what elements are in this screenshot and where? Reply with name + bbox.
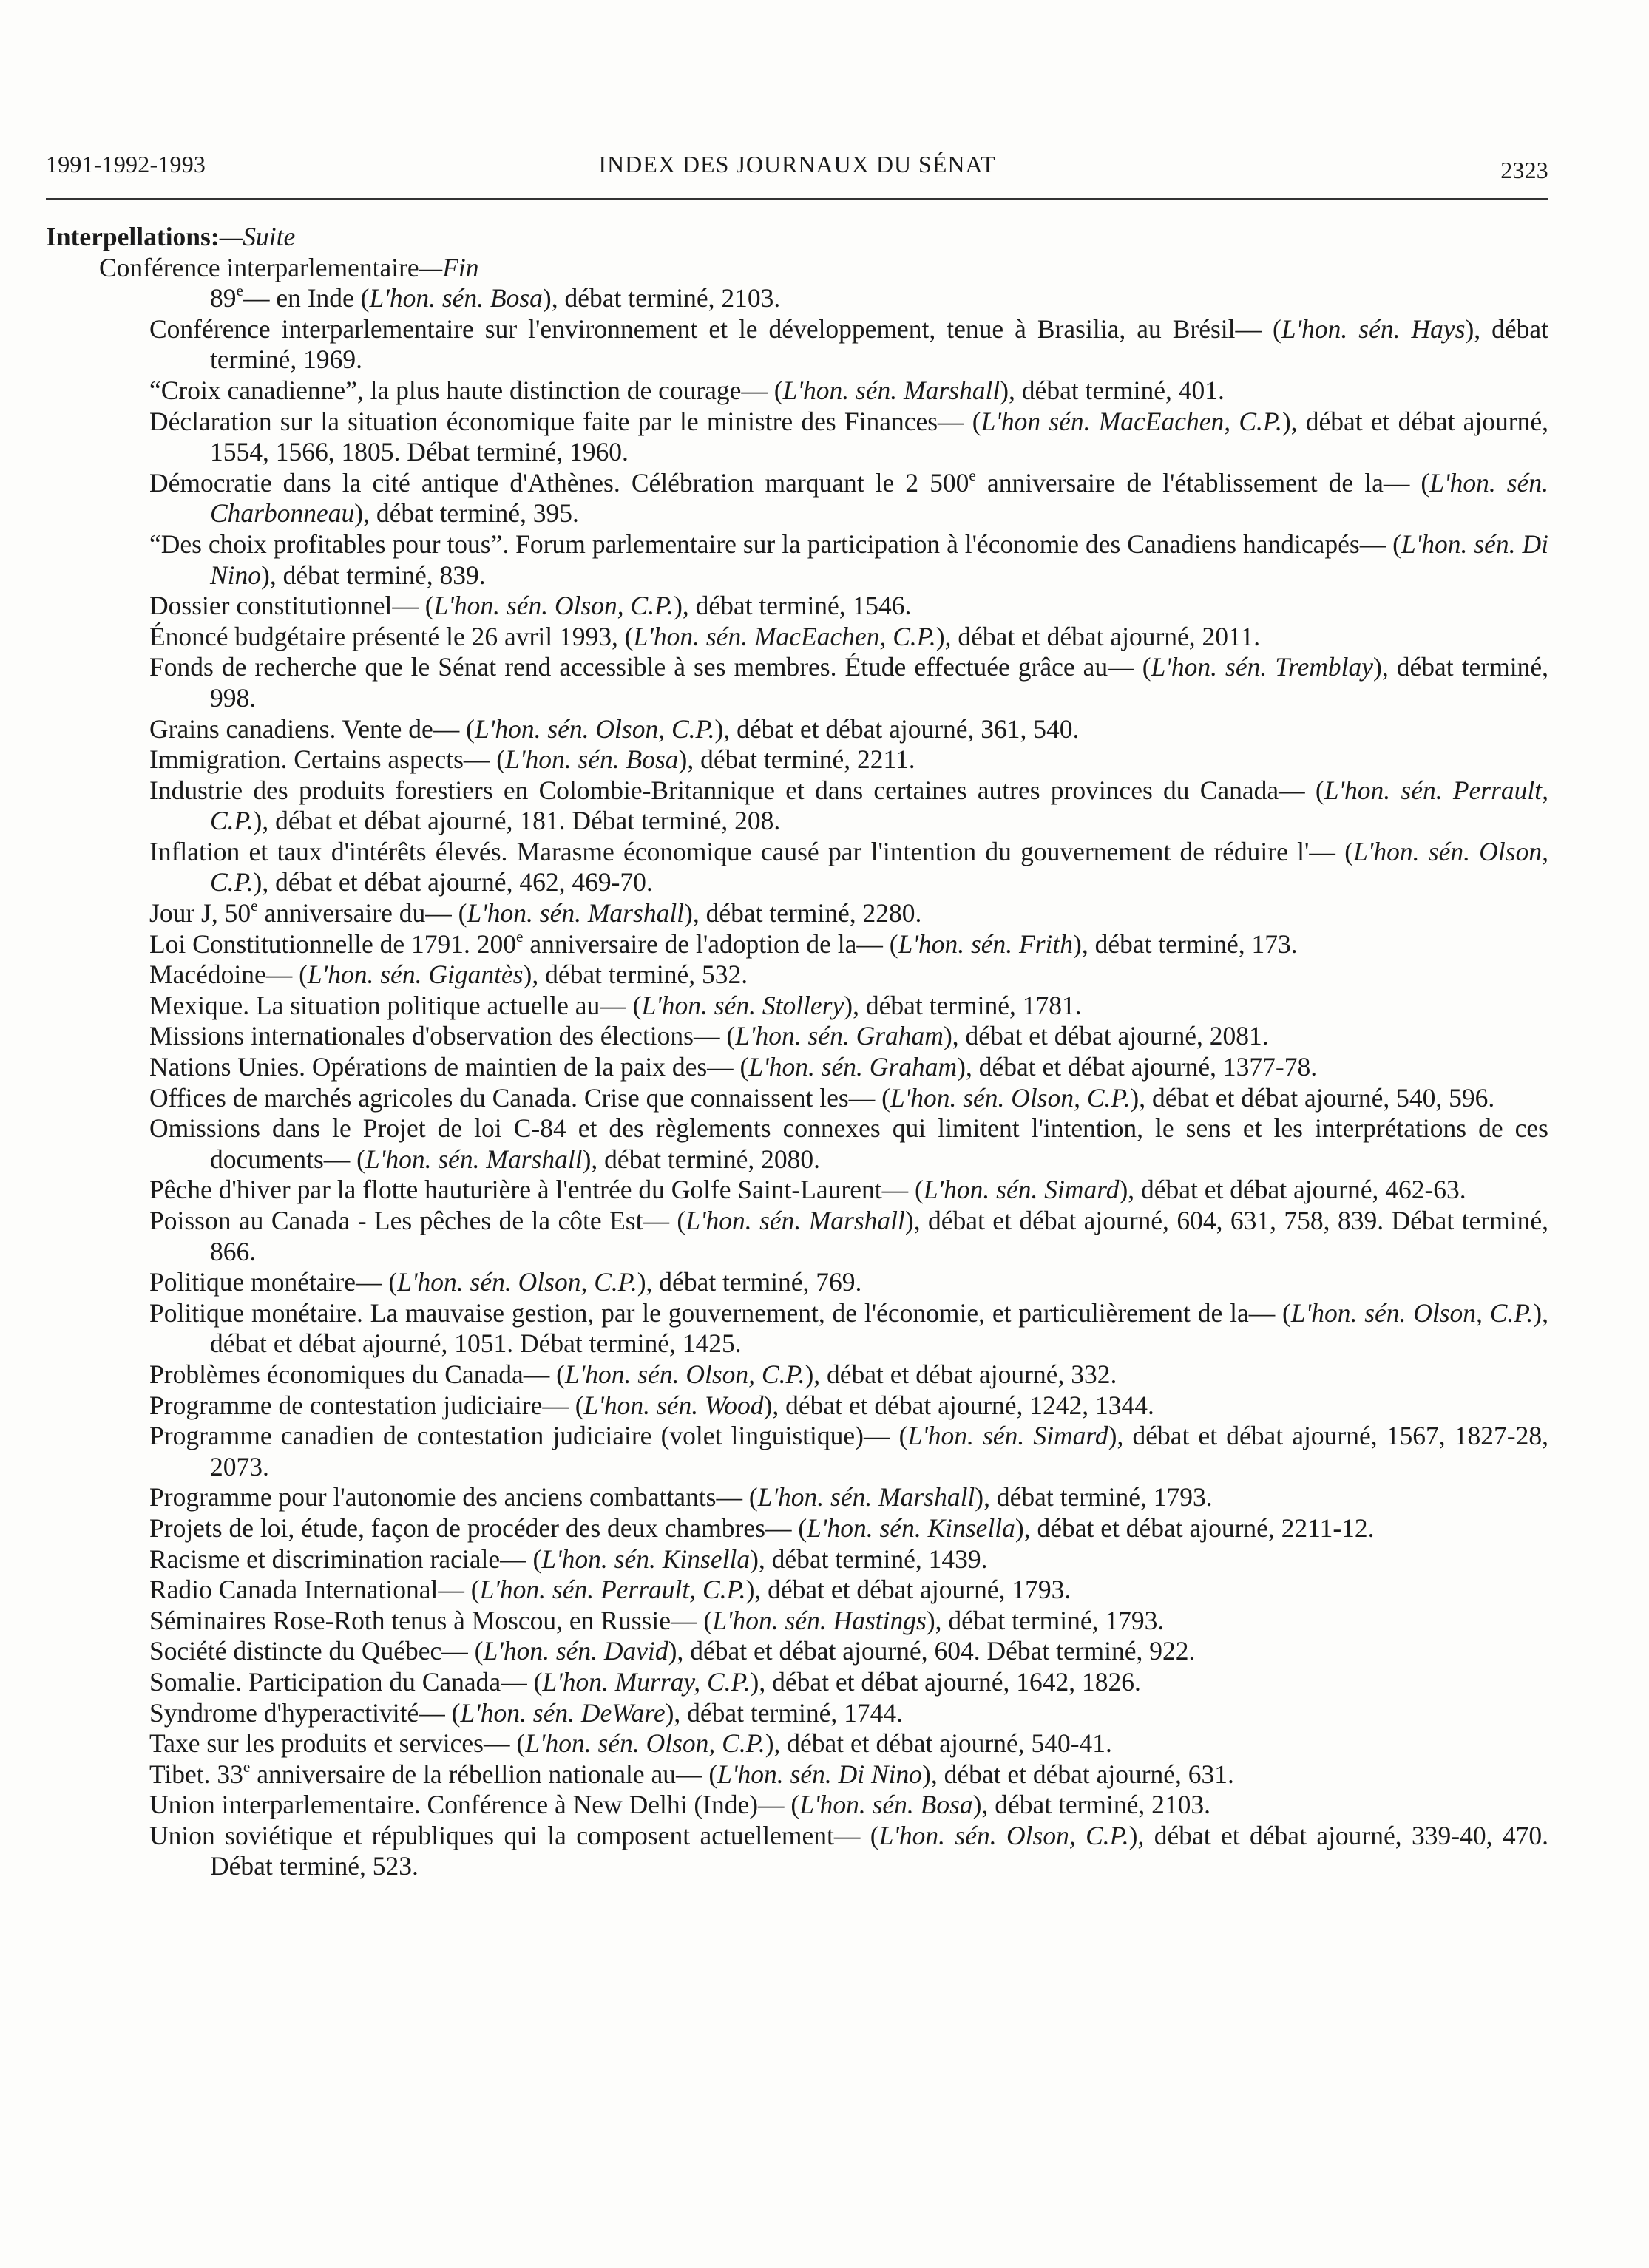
- index-entry: [46, 898, 1548, 929]
- entry-text: Loi Constitutionnelle de 1791. 200: [149, 928, 516, 959]
- subheading-suffix: —Fin: [419, 252, 479, 282]
- entry-text: Radio Canada International— (: [149, 1575, 480, 1605]
- senator-reference: L'hon. sén. Frith: [898, 928, 1073, 959]
- entry-text: Syndrome d'hyperactivité— (: [149, 1697, 461, 1728]
- entry-text: ), débat et débat ajourné, 462, 469-70.: [253, 867, 653, 897]
- senator-reference: L'hon. sén. Wood: [583, 1390, 764, 1420]
- entry-text: ), débat et débat ajourné, 181. Débat terminé, 208.: [253, 806, 781, 836]
- senator-reference: L'hon. sén. Hays: [1281, 313, 1466, 344]
- entry-text: ), débat terminé, 1793.: [975, 1482, 1213, 1512]
- entry-text: Poisson au Canada - Les pêches de la côte Est— (: [149, 1206, 686, 1235]
- index-entry: [46, 1575, 1548, 1606]
- subheading: [46, 253, 1548, 284]
- entry-text: ), débat terminé, 395.: [354, 498, 579, 529]
- senator-reference: L'hon. sén. Marshall: [365, 1144, 583, 1174]
- senator-reference: L'hon. sén. Olson, C.P.: [433, 591, 674, 621]
- entry-text: Racisme et discrimination raciale— (: [149, 1544, 542, 1574]
- entry-text: Taxe sur les produits et services— (: [149, 1728, 526, 1759]
- entry-text: ), débat terminé, 839.: [261, 560, 486, 590]
- index-entry: [46, 1391, 1548, 1422]
- entry-text: Énoncé budgétaire présenté le 26 avril 1993, (: [149, 621, 634, 651]
- entry-text: Inflation et taux d'intérêts élevés. Marasme économique causé par l'intention du gouvernement de réduire l'— (: [149, 836, 1354, 866]
- entry-text: Problèmes économiques du Canada— (: [149, 1359, 565, 1389]
- entry-text: ), débat terminé, 1969.: [210, 313, 1549, 375]
- index-entry: [46, 1267, 1548, 1298]
- entry-text: Séminaires Rose-Roth tenus à Moscou, en Russie— (: [149, 1605, 713, 1635]
- senator-reference: L'hon. sén. Marshall: [757, 1482, 975, 1512]
- senator-reference: L'hon. sén. Perrault, C.P.: [479, 1575, 746, 1605]
- entry-text: ), débat terminé, 1781.: [844, 990, 1082, 1020]
- senator-reference: L'hon. sén. Kinsella: [807, 1512, 1015, 1543]
- index-entry: [46, 591, 1548, 622]
- index-entry: [46, 960, 1548, 991]
- entry-text: ), débat terminé, 2280.: [684, 898, 922, 928]
- index-entry: [46, 1544, 1548, 1575]
- entry-text: ), débat et débat ajourné, 631.: [922, 1759, 1234, 1789]
- senator-reference: L'hon. sén. DeWare: [460, 1697, 666, 1728]
- entry-text: ), débat et débat ajourné, 462-63.: [1119, 1175, 1466, 1205]
- entry-list: [46, 283, 1548, 1882]
- senator-reference: L'hon. sén. Olson, C.P.: [475, 713, 715, 744]
- entry-text: ), débat et débat ajourné, 332.: [805, 1359, 1117, 1389]
- index-entry: [46, 1790, 1548, 1821]
- entry-text: ), débat et débat ajourné, 540, 596.: [1130, 1082, 1495, 1113]
- entry-text: ), débat et débat ajourné, 1554, 1566, 1805. Débat terminé, 1960.: [210, 406, 1548, 467]
- ordinal-superscript: e: [251, 897, 258, 915]
- entry-text: Tibet. 33: [149, 1759, 243, 1789]
- page-header: [46, 151, 1548, 195]
- entry-text: Nations Unies. Opérations de maintien de la paix des— (: [149, 1052, 749, 1082]
- index-entry: [46, 837, 1548, 898]
- senator-reference: L'hon. sén. Stollery: [641, 990, 844, 1020]
- index-entry: [46, 1667, 1548, 1698]
- entry-text: ), débat et débat ajourné, 2081.: [943, 1021, 1269, 1051]
- index-entry: [46, 622, 1548, 653]
- senator-reference: L'hon. sén. Marshall: [782, 375, 1000, 405]
- index-entry: [46, 1021, 1548, 1052]
- entry-text: Politique monétaire— (: [149, 1267, 398, 1297]
- entry-text: ), débat terminé, 2080.: [582, 1144, 820, 1174]
- entry-text: Déclaration sur la situation économique faite par le ministre des Finances— (: [149, 406, 981, 436]
- entry-text: ), débat et débat ajourné, 1642, 1826.: [750, 1666, 1141, 1697]
- section-heading-text: Interpellations:: [46, 222, 220, 251]
- index-entry: [46, 314, 1548, 376]
- senator-reference: L'hon. sén. Perrault, C.P.: [210, 775, 1548, 836]
- entry-text: ), débat et débat ajourné, 1793.: [745, 1575, 1071, 1605]
- index-entry: [46, 1113, 1548, 1175]
- entry-text: ), débat et débat ajourné, 1567, 1827-28, 2073.: [210, 1421, 1548, 1481]
- index-entry: [46, 1636, 1548, 1667]
- entry-text: ), débat terminé, 769.: [637, 1267, 862, 1297]
- index-entry: [46, 652, 1548, 713]
- index-entry: [46, 929, 1548, 960]
- header-page-number: 2323: [1500, 157, 1548, 183]
- senator-reference: L'hon. sén. Olson, C.P.: [564, 1359, 805, 1389]
- entry-text: 89: [210, 283, 237, 313]
- entry-text: “Des choix profitables pour tous”. Forum parlementaire sur la participation à l'économie des Canadiens handicapés— (: [149, 529, 1401, 559]
- entry-text: Union interparlementaire. Conférence à New Delhi (Inde)— (: [149, 1790, 800, 1820]
- index-entry: [46, 1821, 1548, 1882]
- senator-reference: L'hon. sén. Simard: [907, 1421, 1108, 1451]
- entry-text: Programme pour l'autonomie des anciens combattants— (: [149, 1482, 758, 1512]
- senator-reference: L'hon. sén. Kinsella: [541, 1544, 751, 1574]
- entry-text: Société distincte du Québec— (: [149, 1636, 484, 1666]
- entry-text: ), débat terminé, 1793.: [926, 1605, 1165, 1635]
- index-entry: [46, 376, 1548, 407]
- senator-reference: L'hon. Murray, C.P.: [542, 1666, 751, 1697]
- entry-text: Conférence interparlementaire sur l'environnement et le développement, tenue à Brasilia, au Brésil— (: [149, 313, 1281, 344]
- senator-reference: L'hon. sén. Bosa: [799, 1790, 973, 1820]
- senator-reference: L'hon. sén. Bosa: [369, 283, 543, 313]
- entry-text: ), débat terminé, 1546.: [674, 591, 912, 621]
- entry-text: anniversaire de l'adoption de la— (: [523, 928, 898, 959]
- index-entry: [46, 529, 1548, 591]
- senator-reference: L'hon. sén. Bosa: [505, 744, 679, 775]
- header-title: INDEX DES JOURNAUX DU SÉNAT: [598, 151, 996, 177]
- entry-text: ), débat et débat ajourné, 1377-78.: [957, 1052, 1318, 1082]
- senator-reference: L'hon. sén. Simard: [923, 1175, 1120, 1205]
- entry-text: Mexique. La situation politique actuelle au— (: [149, 990, 642, 1020]
- senator-reference: L'hon sén. MacEachen, C.P.: [981, 406, 1282, 436]
- entry-text: ), débat terminé, 532.: [523, 960, 748, 990]
- index-entry: [46, 1083, 1548, 1114]
- index-entry: [46, 1482, 1548, 1513]
- ordinal-superscript: e: [236, 282, 243, 300]
- index-entry: [46, 744, 1548, 775]
- index-entry: [46, 1728, 1548, 1759]
- senator-reference: L'hon. sén. Graham: [748, 1052, 958, 1082]
- entry-text: ), débat et débat ajourné, 2011.: [935, 621, 1261, 651]
- index-entry: [46, 991, 1548, 1022]
- entry-text: Somalie. Participation du Canada— (: [149, 1666, 543, 1697]
- entry-text: Fonds de recherche que le Sénat rend accessible à ses membres. Étude effectuée grâce au— (: [149, 652, 1151, 682]
- subheading-text: Conférence interparlementaire: [99, 252, 419, 282]
- senator-reference: L'hon. sén. Gigantès: [307, 960, 524, 990]
- entry-text: ), débat terminé, 998.: [210, 652, 1548, 713]
- index-entry: [46, 1698, 1548, 1729]
- senator-reference: L'hon. sén. MacEachen, C.P.: [633, 621, 936, 651]
- senator-reference: L'hon. sén. Hastings: [712, 1605, 927, 1635]
- index-entry: [46, 283, 1548, 314]
- entry-text: ), débat et débat ajourné, 2211-12.: [1015, 1512, 1375, 1543]
- senator-reference: L'hon. sén. Di Nino: [210, 529, 1548, 590]
- senator-reference: L'hon. sén. Olson, C.P.: [878, 1820, 1129, 1850]
- entry-text: Dossier constitutionnel— (: [149, 591, 434, 621]
- header-rule: [46, 198, 1548, 200]
- entry-text: ), débat terminé, 2103.: [542, 283, 781, 313]
- entry-text: ), débat et débat ajourné, 1051. Débat terminé, 1425.: [210, 1297, 1548, 1359]
- entry-text: ), débat et débat ajourné, 604. Débat terminé, 922.: [668, 1636, 1196, 1666]
- index-entry: [46, 1298, 1548, 1359]
- index-entry: [46, 1606, 1548, 1637]
- ordinal-superscript: e: [969, 466, 976, 484]
- header-years: 1991-1992-1993: [46, 151, 206, 177]
- entry-text: ), débat terminé, 2103.: [972, 1790, 1211, 1820]
- senator-reference: L'hon. sén. Olson, C.P.: [210, 836, 1548, 897]
- senator-reference: L'hon. sén. Olson, C.P.: [525, 1728, 765, 1759]
- entry-text: Programme canadien de contestation judiciaire (volet linguistique)— (: [149, 1421, 908, 1451]
- entry-text: ), débat terminé, 2211.: [678, 744, 915, 775]
- entry-text: anniversaire du— (: [257, 898, 467, 928]
- senator-reference: L'hon. sén. Graham: [735, 1021, 944, 1051]
- entry-text: Union soviétique et républiques qui la composent actuellement— (: [149, 1820, 879, 1850]
- index-entry: [46, 1052, 1548, 1083]
- entry-text: Programme de contestation judiciaire— (: [149, 1390, 584, 1420]
- index-entry: [46, 1175, 1548, 1206]
- ordinal-superscript: e: [515, 927, 524, 945]
- entry-text: Macédoine— (: [149, 960, 308, 990]
- senator-reference: L'hon. sén. Tremblay: [1151, 652, 1374, 682]
- entry-text: Grains canadiens. Vente de— (: [149, 713, 475, 744]
- entry-text: Industrie des produits forestiers en Colombie-Britannique et dans certaines autres provinces du Canada— (: [149, 775, 1324, 805]
- senator-reference: L'hon. sén. Olson, C.P.: [397, 1267, 637, 1297]
- ordinal-superscript: e: [243, 1757, 251, 1776]
- entry-text: ), débat terminé, 1744.: [665, 1697, 903, 1728]
- entry-text: ), débat terminé, 401.: [1000, 375, 1225, 405]
- senator-reference: L'hon. sén. Olson, C.P.: [890, 1082, 1131, 1113]
- index-entry: [46, 407, 1548, 468]
- entry-text: Projets de loi, étude, façon de procéder des deux chambres— (: [149, 1512, 807, 1543]
- index-entry: [46, 1421, 1548, 1482]
- index-entry: [46, 1513, 1548, 1544]
- entry-text: Jour J, 50: [149, 898, 251, 928]
- entry-text: anniversaire de l'établissement de la— (: [975, 467, 1430, 498]
- entry-text: — en Inde (: [243, 283, 370, 313]
- entry-text: ), débat et débat ajourné, 361, 540.: [714, 713, 1080, 744]
- entry-text: Missions internationales d'observation des élections— (: [149, 1021, 736, 1051]
- entry-text: ), débat terminé, 173.: [1073, 928, 1298, 959]
- senator-reference: L'hon. sén. Charbonneau: [210, 467, 1548, 529]
- entry-text: Omissions dans le Projet de loi C-84 et des règlements connexes qui limitent l'intention, le sens et les interprétations de ces documents— (: [149, 1113, 1548, 1174]
- index-entry: [46, 714, 1548, 745]
- entry-text: ), débat terminé, 1439.: [750, 1544, 988, 1574]
- senator-reference: L'hon. sén. David: [483, 1636, 668, 1666]
- senator-reference: L'hon. sén. Olson, C.P.: [1290, 1297, 1534, 1328]
- entry-text: anniversaire de la rébellion nationale au— (: [250, 1759, 718, 1789]
- entry-text: ), débat et débat ajourné, 540-41.: [765, 1728, 1112, 1759]
- entry-text: Politique monétaire. La mauvaise gestion, par le gouvernement, de l'économie, et particulièrement de la— (: [149, 1297, 1291, 1328]
- index-entry: [46, 1206, 1548, 1267]
- entry-text: ), débat et débat ajourné, 339-40, 470. Débat terminé, 523.: [210, 1820, 1549, 1881]
- entry-text: “Croix canadienne”, la plus haute distinction de courage— (: [149, 375, 783, 405]
- index-content: [46, 222, 1548, 1882]
- section-heading-suffix: —Suite: [219, 222, 296, 251]
- index-entry: [46, 1759, 1548, 1790]
- senator-reference: L'hon. sén. Di Nino: [717, 1759, 923, 1789]
- entry-text: Offices de marchés agricoles du Canada. Crise que connaissent les— (: [149, 1082, 890, 1113]
- index-entry: [46, 775, 1548, 837]
- index-entry: [46, 1359, 1548, 1391]
- entry-text: ), débat et débat ajourné, 1242, 1344.: [763, 1390, 1154, 1420]
- section-heading: [46, 222, 1548, 253]
- senator-reference: L'hon. sén. Marshall: [467, 898, 685, 928]
- entry-text: Démocratie dans la cité antique d'Athènes. Célébration marquant le 2 500: [149, 467, 969, 498]
- entry-text: Pêche d'hiver par la flotte hauturière à l'entrée du Golfe Saint-Laurent— (: [149, 1175, 924, 1205]
- senator-reference: L'hon. sén. Marshall: [685, 1206, 905, 1235]
- entry-text: ), débat et débat ajourné, 604, 631, 758, 839. Débat terminé, 866.: [210, 1206, 1548, 1266]
- index-entry: [46, 468, 1548, 529]
- entry-text: Immigration. Certains aspects— (: [149, 744, 506, 775]
